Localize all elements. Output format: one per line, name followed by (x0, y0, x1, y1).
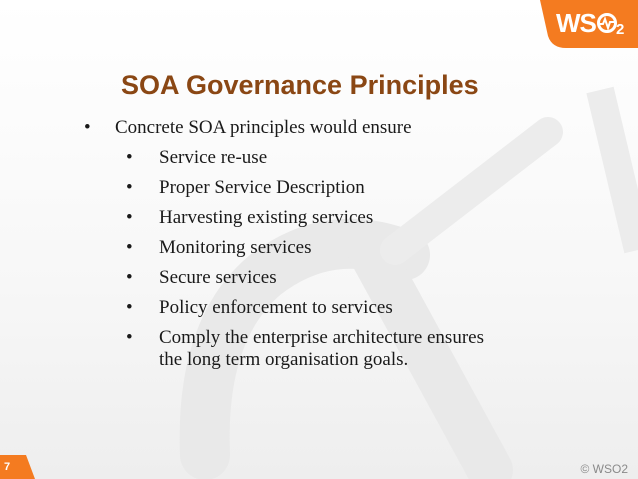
sub-bullet-text: Comply the enterprise architecture ensures (159, 327, 484, 348)
wso2-logo-suffix: 2 (616, 21, 625, 38)
sub-bullet-text: Secure services (159, 267, 277, 288)
logo-band (0, 0, 638, 48)
sub-bullet-text: Service re-use (159, 147, 268, 168)
bullet-marker: • (126, 297, 133, 318)
page-number: 7 (4, 461, 11, 473)
wso2-logo: WS (556, 8, 596, 38)
sub-bullet-item (126, 237, 312, 259)
sub-bullet-text: Monitoring services (159, 237, 312, 258)
bullet-marker: • (126, 237, 133, 258)
sub-bullet-text: Policy enforcement to services (159, 297, 393, 318)
sub-bullet-item (126, 297, 393, 319)
slide-title: SOA Governance Principles (121, 70, 479, 100)
bullet-marker: • (126, 267, 133, 288)
bullet-marker: • (126, 207, 133, 228)
main-bullet-item (84, 117, 412, 139)
copyright-notice: © WSO2 (580, 462, 628, 476)
main-bullet-text: Concrete SOA principles would ensure (115, 117, 412, 138)
bullet-marker: • (126, 147, 133, 168)
sub-bullet-text: Proper Service Description (159, 177, 365, 198)
sub-bullet-item (126, 267, 277, 289)
sub-bullet-text-continued: the long term organisation goals. (159, 349, 409, 370)
sub-bullet-item (126, 207, 373, 229)
sub-bullet-item (126, 147, 267, 169)
heartbeat-o-icon (596, 12, 618, 34)
bullet-marker: • (126, 177, 133, 198)
bullet-marker: • (84, 117, 91, 138)
sub-bullet-item (126, 327, 484, 371)
sub-bullet-text: Harvesting existing services (159, 207, 374, 228)
sub-bullet-item (126, 177, 365, 199)
bullet-marker: • (126, 327, 133, 348)
